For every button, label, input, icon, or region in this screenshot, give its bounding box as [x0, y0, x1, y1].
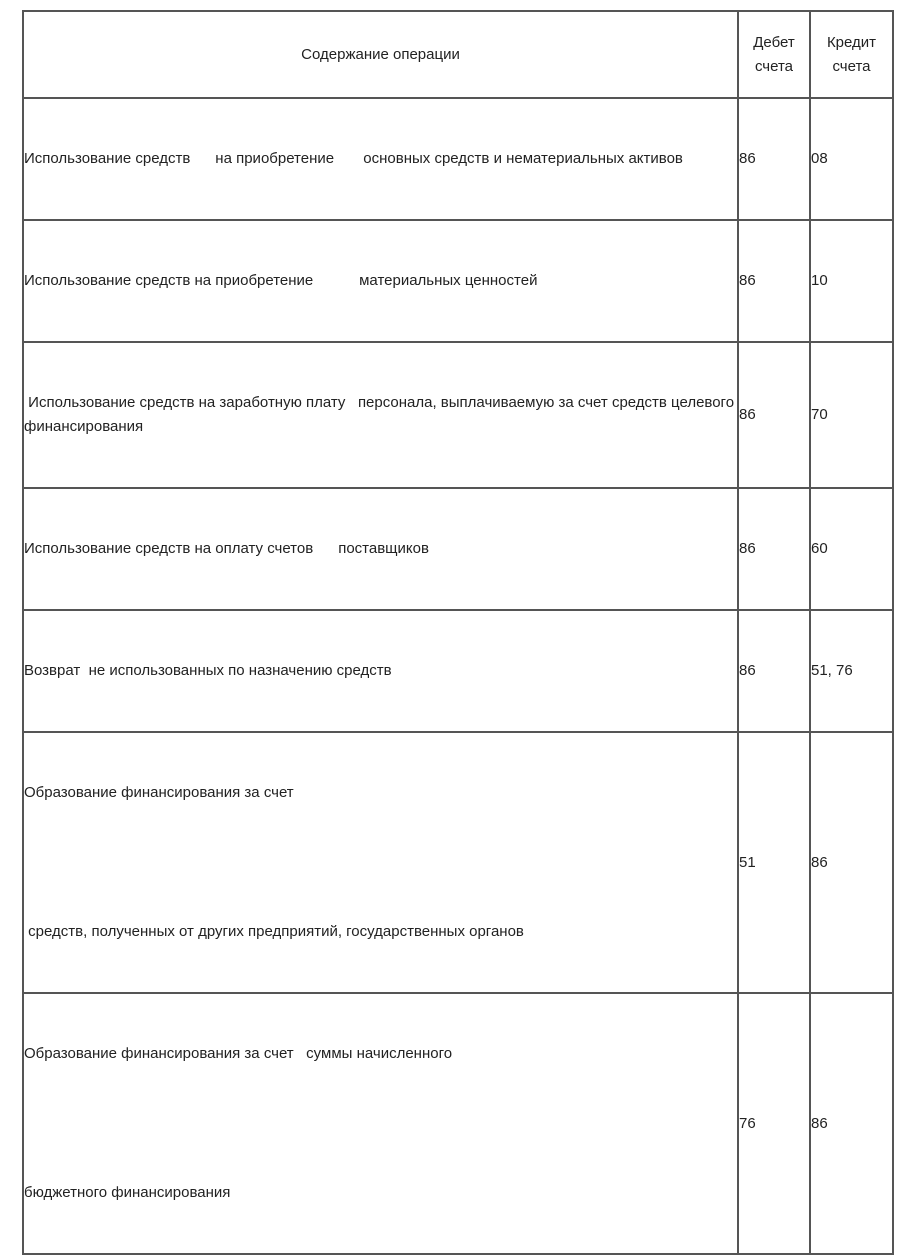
row-description-text: Использование средств на приобретение основных средств и нематериальных активов [24, 150, 683, 167]
row-description-line-2: бюджетного финансирования [24, 1184, 231, 1201]
paragraph-gap [24, 853, 737, 872]
row-description [23, 488, 738, 610]
row-description-line-2: средств, полученных от других предприятий, государственных органов [24, 923, 524, 940]
paragraph-gap [24, 1114, 737, 1133]
table-header-row [23, 11, 893, 98]
accounting-entries-table [22, 10, 894, 1255]
table-row [23, 993, 893, 1254]
row-debit: 86 [738, 342, 810, 488]
row-credit: 08 [810, 98, 893, 220]
row-description [23, 98, 738, 220]
row-description-text: Возврат не использованных по назначению средств [24, 662, 392, 679]
row-description-text: Использование средств на заработную плату персонала, выплачиваемую за счет средств целевого финансирования [24, 394, 739, 435]
row-description-line-1: Образование финансирования за счет суммы начисленного [24, 1045, 453, 1062]
row-debit: 51 [738, 732, 810, 993]
header-debit-line-1: Дебет [753, 33, 795, 51]
row-credit: 70 [810, 342, 893, 488]
table-row [23, 342, 893, 488]
row-debit: 76 [738, 993, 810, 1254]
header-description: Содержание операции [23, 11, 738, 98]
table-row [23, 732, 893, 993]
row-description [23, 993, 738, 1254]
row-description-text: Использование средств на приобретение материальных ценностей [24, 272, 538, 289]
row-debit: 86 [738, 488, 810, 610]
row-credit: 10 [810, 220, 893, 342]
table-row [23, 610, 893, 732]
header-credit-line-2: счета [832, 57, 871, 75]
row-credit: 86 [810, 732, 893, 993]
row-description [23, 732, 738, 993]
row-description [23, 220, 738, 342]
row-credit: 60 [810, 488, 893, 610]
table-row [23, 220, 893, 342]
header-debit-line-2: счета [754, 57, 794, 75]
row-credit: 51, 76 [810, 610, 893, 732]
table-row [23, 488, 893, 610]
row-debit: 86 [738, 220, 810, 342]
row-description-line-1: Образование финансирования за счет [24, 784, 294, 801]
table-row [23, 98, 893, 220]
row-debit: 86 [738, 98, 810, 220]
row-credit: 86 [810, 993, 893, 1254]
row-description [23, 342, 738, 488]
row-debit: 86 [738, 610, 810, 732]
row-description [23, 610, 738, 732]
header-credit-line-1: Кредит [826, 33, 877, 51]
header-credit [810, 11, 893, 98]
header-debit [738, 11, 810, 98]
row-description-text: Использование средств на оплату счетов поставщиков [24, 540, 429, 557]
